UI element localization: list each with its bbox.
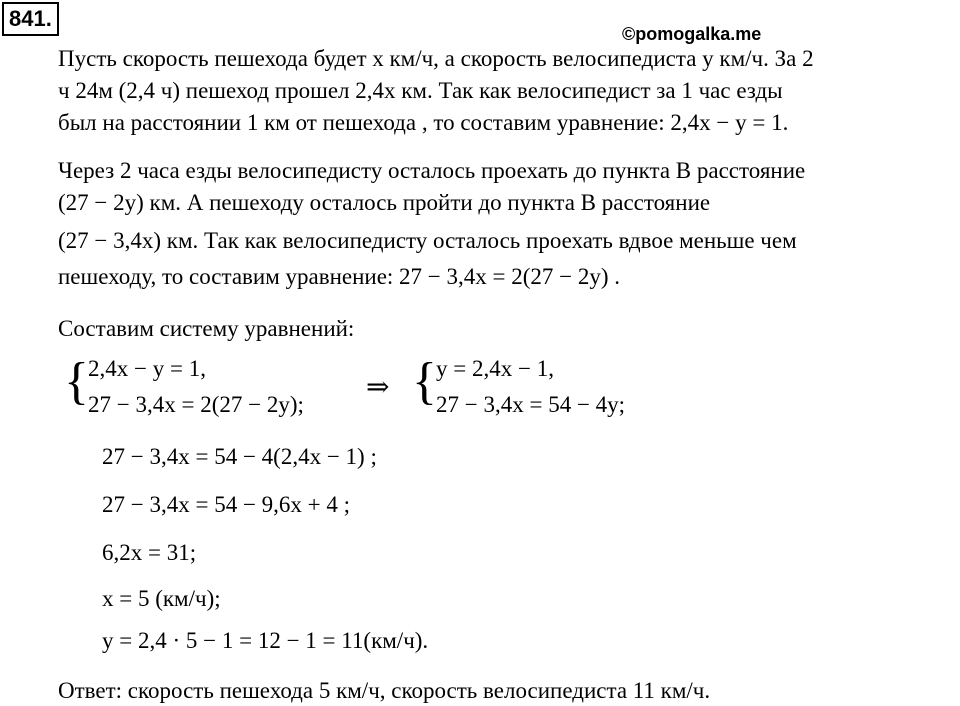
problem-number: 841. — [2, 2, 59, 36]
para1-line-3: был на расстоянии 1 км от пешехода , то составим уравнение: 2,4x − y = 1. — [58, 110, 789, 135]
para1-line-2: ч 24м (2,4 ч) пешеход прошел 2,4x км. Так как велосипедист за 1 час езды — [58, 78, 783, 103]
system-left-eq-1: 2,4x − y = 1, — [88, 356, 206, 381]
para2-line-3: (27 − 3,4x) км. Так как велосипедисту осталось проехать вдвое меньше чем — [58, 228, 797, 253]
step-2: 27 − 3,4x = 54 − 9,6x + 4 ; — [102, 492, 351, 517]
implies-arrow: ⇒ — [366, 372, 390, 403]
system-left-brace: { — [64, 353, 89, 410]
answer: Ответ: скорость пешехода 5 км/ч, скорость велосипедиста 11 км/ч. — [58, 678, 711, 703]
step-3: 6,2x = 31; — [102, 540, 197, 565]
step-1: 27 − 3,4x = 54 − 4(2,4x − 1) ; — [102, 444, 377, 469]
system-left-eq-2: 27 − 3,4x = 2(27 − 2y); — [88, 392, 304, 417]
para2-line-1: Через 2 часа езды велосипедисту осталось проехать до пункта B расстояние — [58, 158, 806, 183]
para2-line-4: пешеходу, то составим уравнение: 27 − 3,4x = 2(27 − 2y) . — [58, 264, 621, 289]
para1-line-1: Пусть скорость пешехода будет x км/ч, а скорость велосипедиста y км/ч. За 2 — [58, 46, 814, 71]
system-right-eq-1: y = 2,4x − 1, — [436, 356, 554, 381]
system-right-brace: { — [412, 353, 437, 410]
system-right-eq-2: 27 − 3,4x = 54 − 4y; — [436, 392, 626, 417]
para2-line-2: (27 − 2y) км. А пешеходу осталось пройти до пункта B расстояние — [58, 190, 711, 215]
system-intro: Составим систему уравнений: — [58, 316, 355, 341]
watermark: ©pomogalka.me — [622, 24, 762, 44]
step-4: x = 5 (км/ч); — [102, 586, 221, 611]
step-5: y = 2,4 · 5 − 1 = 12 − 1 = 11(км/ч). — [102, 628, 429, 653]
